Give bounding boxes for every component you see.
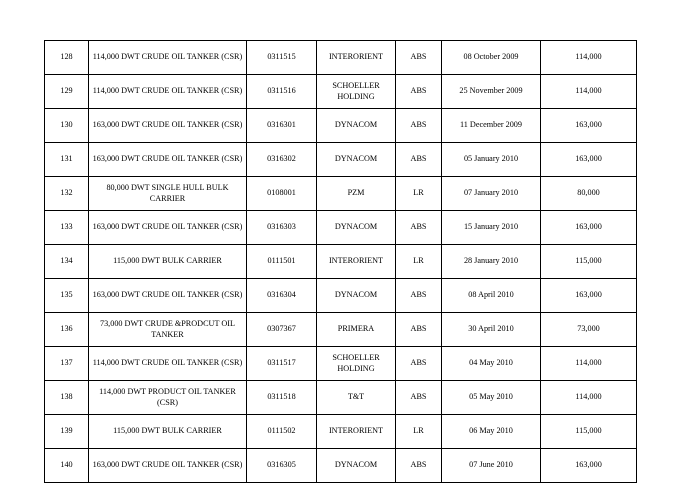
cell-description: 73,000 DWT CRUDE &PRODCUT OIL TANKER — [89, 313, 247, 347]
cell-no: 129 — [45, 75, 89, 109]
cell-description: 163,000 DWT CRUDE OIL TANKER (CSR) — [89, 449, 247, 483]
cell-hull-number: 0311517 — [247, 347, 317, 381]
cell-delivery-date: 04 May 2010 — [442, 347, 541, 381]
cell-delivery-date: 28 January 2010 — [442, 245, 541, 279]
cell-no: 137 — [45, 347, 89, 381]
cell-hull-number: 0311516 — [247, 75, 317, 109]
table-row — [45, 143, 637, 177]
cell-description: 114,000 DWT PRODUCT OIL TANKER (CSR) — [89, 381, 247, 415]
cell-description: 115,000 DWT BULK CARRIER — [89, 415, 247, 449]
vessel-delivery-table — [44, 40, 637, 483]
cell-description: 80,000 DWT SINGLE HULL BULK CARRIER — [89, 177, 247, 211]
cell-hull-number: 0307367 — [247, 313, 317, 347]
cell-hull-number: 0316301 — [247, 109, 317, 143]
cell-delivery-date: 05 January 2010 — [442, 143, 541, 177]
cell-delivery-date: 08 April 2010 — [442, 279, 541, 313]
cell-hull-number: 0311518 — [247, 381, 317, 415]
cell-class: ABS — [396, 143, 442, 177]
cell-class: ABS — [396, 381, 442, 415]
cell-owner: PZM — [317, 177, 396, 211]
cell-no: 139 — [45, 415, 89, 449]
cell-owner: DYNACOM — [317, 211, 396, 245]
table-row — [45, 313, 637, 347]
cell-hull-number: 0111501 — [247, 245, 317, 279]
cell-dwt: 114,000 — [541, 347, 637, 381]
cell-dwt: 114,000 — [541, 75, 637, 109]
cell-no: 136 — [45, 313, 89, 347]
cell-no: 134 — [45, 245, 89, 279]
cell-hull-number: 0108001 — [247, 177, 317, 211]
table-row — [45, 245, 637, 279]
cell-dwt: 80,000 — [541, 177, 637, 211]
cell-dwt: 115,000 — [541, 245, 637, 279]
table-row — [45, 109, 637, 143]
cell-delivery-date: 06 May 2010 — [442, 415, 541, 449]
cell-class: ABS — [396, 109, 442, 143]
cell-class: ABS — [396, 313, 442, 347]
cell-owner: INTERORIENT — [317, 245, 396, 279]
cell-class: LR — [396, 177, 442, 211]
cell-description: 114,000 DWT CRUDE OIL TANKER (CSR) — [89, 347, 247, 381]
cell-owner: PRIMERA — [317, 313, 396, 347]
cell-class: ABS — [396, 211, 442, 245]
cell-hull-number: 0316303 — [247, 211, 317, 245]
cell-class: ABS — [396, 449, 442, 483]
cell-description: 115,000 DWT BULK CARRIER — [89, 245, 247, 279]
cell-no: 128 — [45, 41, 89, 75]
cell-hull-number: 0316304 — [247, 279, 317, 313]
cell-owner: DYNACOM — [317, 449, 396, 483]
cell-description: 163,000 DWT CRUDE OIL TANKER (CSR) — [89, 109, 247, 143]
cell-description: 163,000 DWT CRUDE OIL TANKER (CSR) — [89, 279, 247, 313]
cell-dwt: 163,000 — [541, 143, 637, 177]
table-row — [45, 75, 637, 109]
cell-description: 114,000 DWT CRUDE OIL TANKER (CSR) — [89, 75, 247, 109]
cell-class: ABS — [396, 279, 442, 313]
cell-no: 135 — [45, 279, 89, 313]
cell-no: 138 — [45, 381, 89, 415]
cell-description: 163,000 DWT CRUDE OIL TANKER (CSR) — [89, 211, 247, 245]
cell-no: 140 — [45, 449, 89, 483]
cell-class: LR — [396, 415, 442, 449]
table-row — [45, 211, 637, 245]
cell-delivery-date: 07 June 2010 — [442, 449, 541, 483]
table-body — [45, 41, 637, 483]
cell-no: 130 — [45, 109, 89, 143]
cell-dwt: 115,000 — [541, 415, 637, 449]
table-row — [45, 347, 637, 381]
cell-dwt: 163,000 — [541, 109, 637, 143]
cell-dwt: 163,000 — [541, 211, 637, 245]
cell-no: 131 — [45, 143, 89, 177]
cell-delivery-date: 30 April 2010 — [442, 313, 541, 347]
cell-hull-number: 0316305 — [247, 449, 317, 483]
cell-class: ABS — [396, 347, 442, 381]
table-row — [45, 279, 637, 313]
cell-delivery-date: 11 December 2009 — [442, 109, 541, 143]
table-row — [45, 177, 637, 211]
cell-owner: DYNACOM — [317, 109, 396, 143]
cell-owner: INTERORIENT — [317, 415, 396, 449]
cell-owner: INTERORIENT — [317, 41, 396, 75]
cell-hull-number: 0316302 — [247, 143, 317, 177]
cell-dwt: 73,000 — [541, 313, 637, 347]
cell-dwt: 114,000 — [541, 41, 637, 75]
cell-dwt: 163,000 — [541, 279, 637, 313]
cell-owner: DYNACOM — [317, 143, 396, 177]
cell-delivery-date: 25 November 2009 — [442, 75, 541, 109]
cell-class: ABS — [396, 75, 442, 109]
cell-owner: SCHOELLER HOLDING — [317, 347, 396, 381]
table-row — [45, 449, 637, 483]
cell-hull-number: 0111502 — [247, 415, 317, 449]
cell-delivery-date: 07 January 2010 — [442, 177, 541, 211]
cell-no: 132 — [45, 177, 89, 211]
cell-owner: DYNACOM — [317, 279, 396, 313]
cell-description: 163,000 DWT CRUDE OIL TANKER (CSR) — [89, 143, 247, 177]
cell-delivery-date: 15 January 2010 — [442, 211, 541, 245]
cell-no: 133 — [45, 211, 89, 245]
table-row — [45, 381, 637, 415]
cell-class: LR — [396, 245, 442, 279]
cell-delivery-date: 05 May 2010 — [442, 381, 541, 415]
cell-class: ABS — [396, 41, 442, 75]
cell-owner: SCHOELLER HOLDING — [317, 75, 396, 109]
table-row — [45, 41, 637, 75]
cell-hull-number: 0311515 — [247, 41, 317, 75]
cell-owner: T&T — [317, 381, 396, 415]
cell-dwt: 163,000 — [541, 449, 637, 483]
cell-description: 114,000 DWT CRUDE OIL TANKER (CSR) — [89, 41, 247, 75]
cell-dwt: 114,000 — [541, 381, 637, 415]
cell-delivery-date: 08 October 2009 — [442, 41, 541, 75]
table-row — [45, 415, 637, 449]
